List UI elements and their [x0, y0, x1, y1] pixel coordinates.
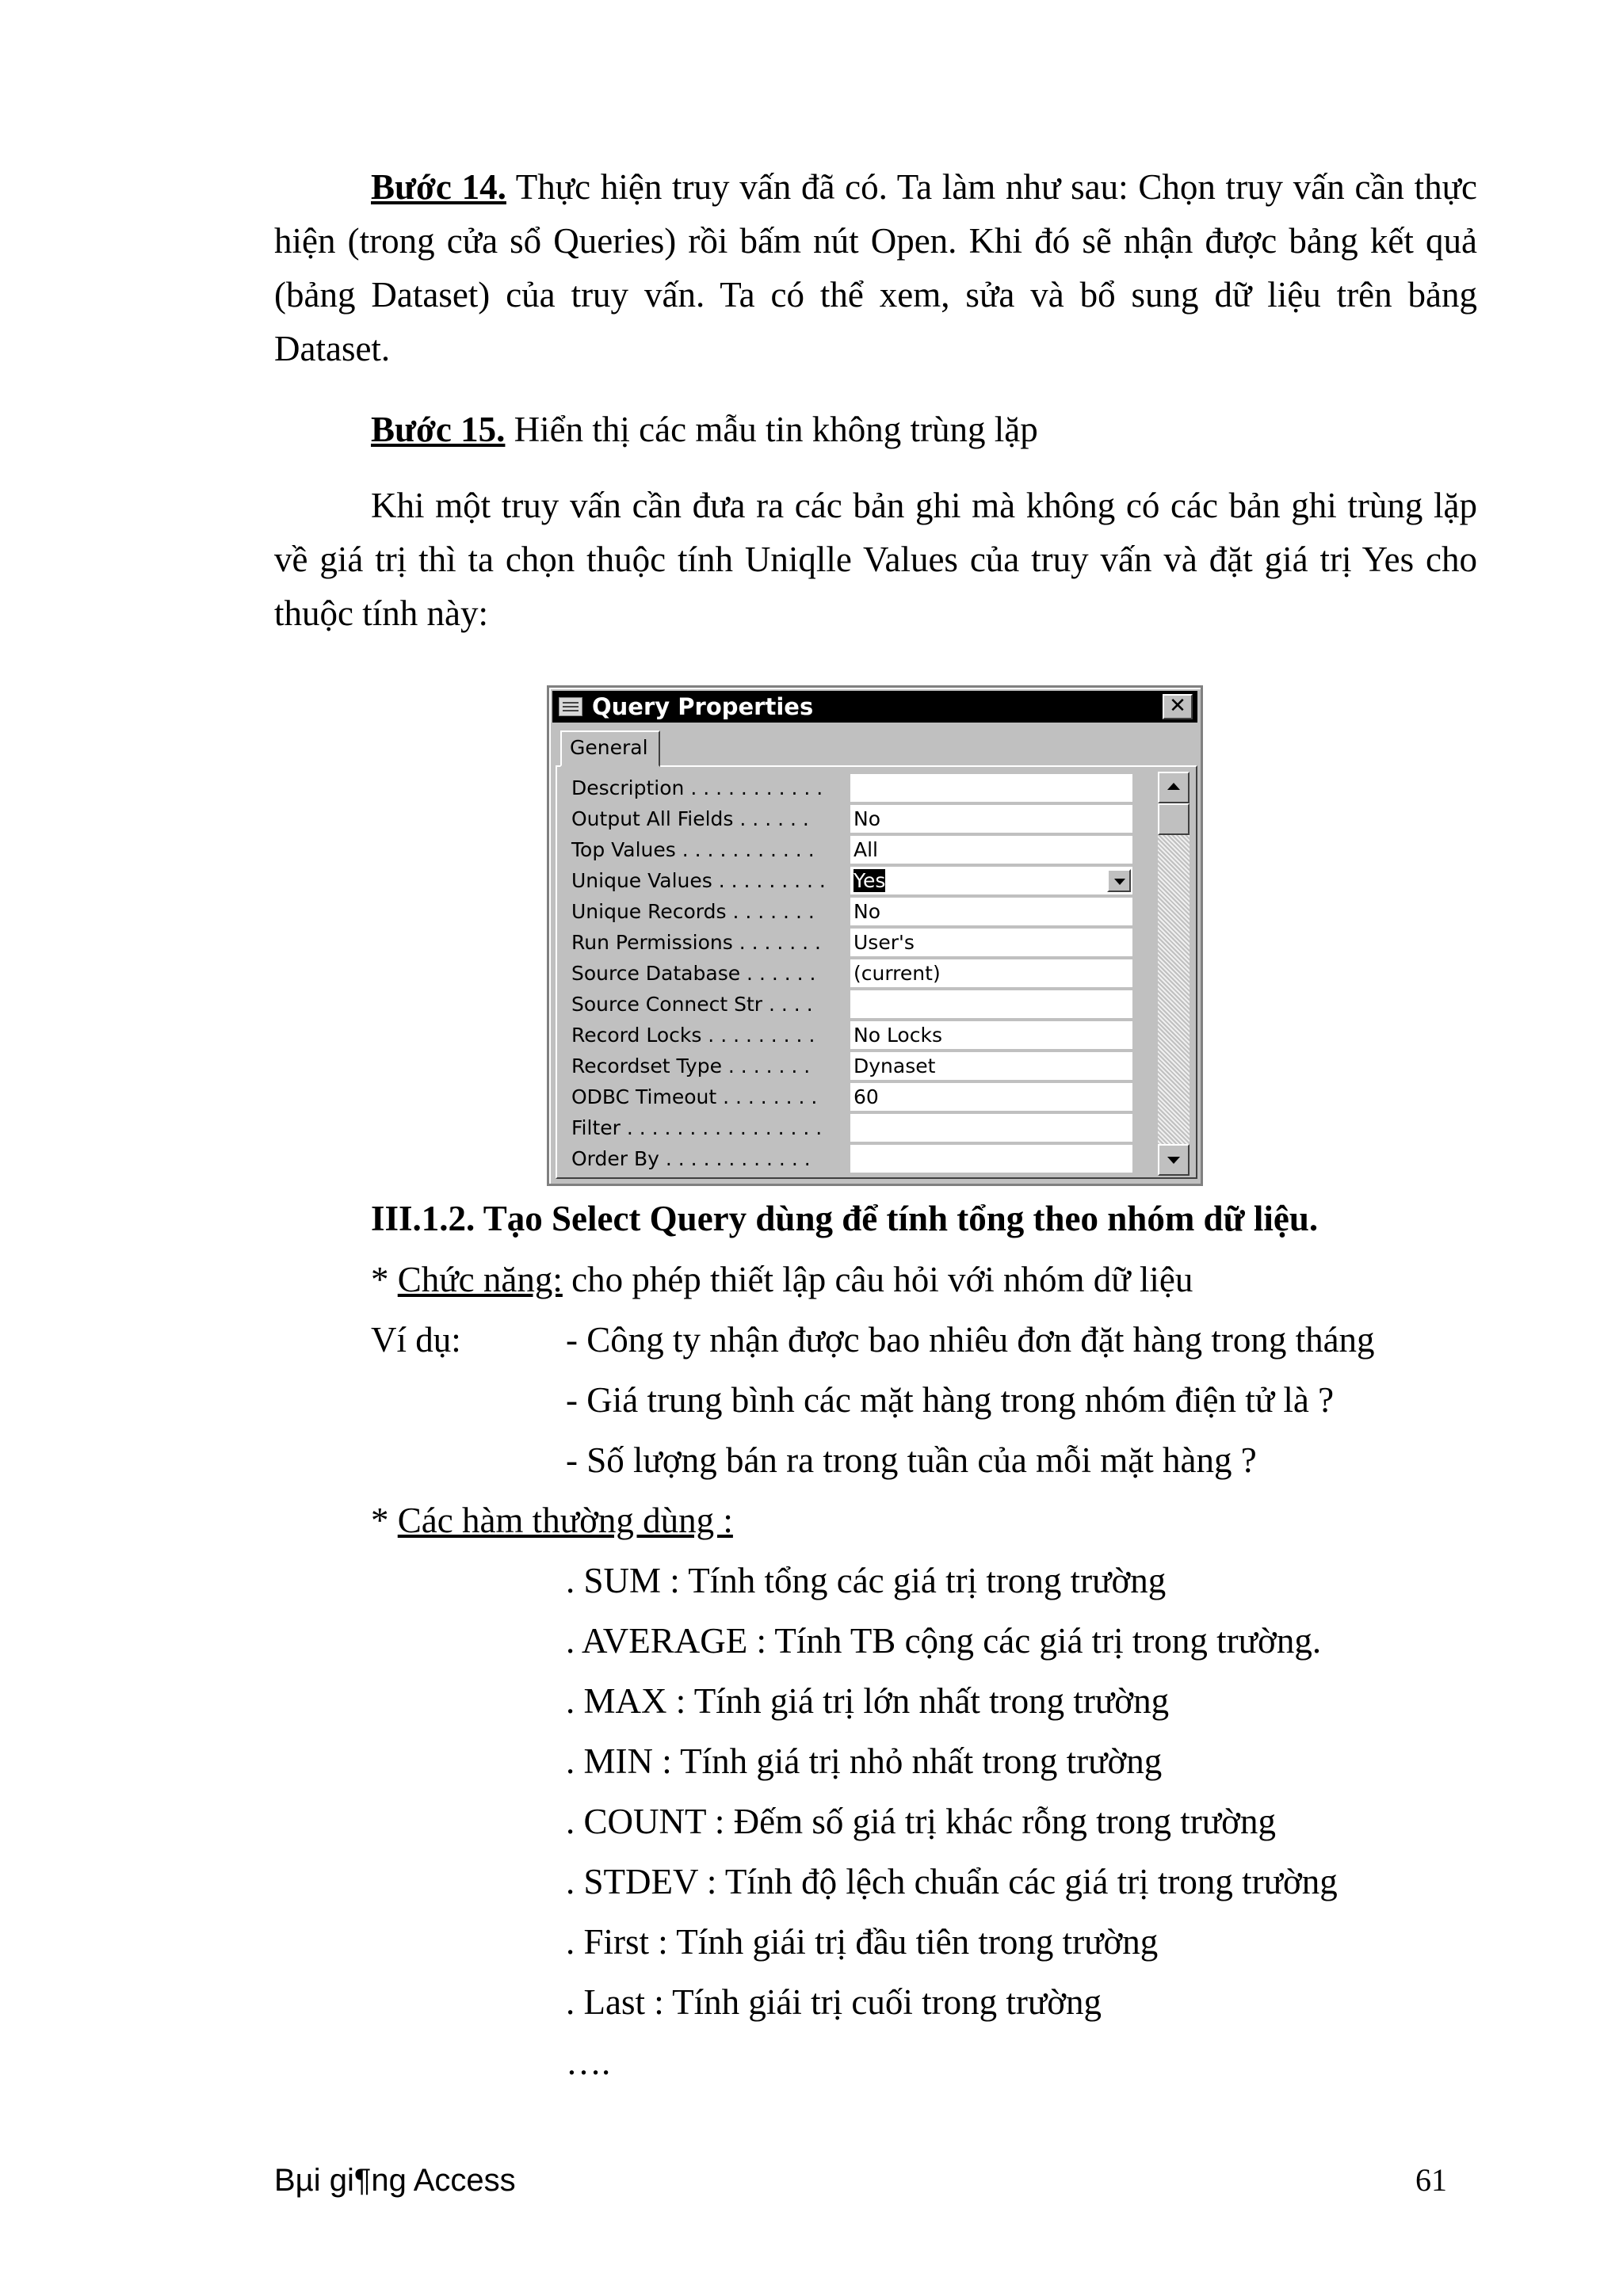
property-label: Source Database . . . . . . [571, 962, 816, 985]
step15-paragraph [274, 402, 1477, 456]
property-label: Run Permissions . . . . . . . [571, 931, 822, 954]
property-row-top-values[interactable] [565, 835, 1151, 866]
property-value-field[interactable]: Dynaset [850, 1052, 1132, 1080]
property-value-field[interactable] [850, 1145, 1132, 1173]
function-item: . First : Tính giái trị đầu tiên trong trường [566, 1922, 1159, 1962]
property-label: Recordset Type . . . . . . . [571, 1055, 811, 1077]
footer-title: Bµi gi¶ng Access [274, 2163, 516, 2198]
property-row-order-by[interactable] [565, 1144, 1151, 1175]
scroll-thumb[interactable] [1158, 803, 1190, 835]
step15-label: Bước 15. [371, 410, 506, 449]
property-row-unique-records[interactable] [565, 897, 1151, 928]
function-item: . MAX : Tính giá trị lớn nhất trong trường [566, 1681, 1170, 1721]
property-row-run-permissions[interactable] [565, 928, 1151, 959]
example-item: - Giá trung bình các mặt hàng trong nhóm điện tử là ? [566, 1380, 1335, 1420]
property-value-field[interactable]: All [850, 836, 1132, 864]
bullet: * [371, 1501, 398, 1540]
functions-label: Các hàm thường dùng : [397, 1501, 733, 1540]
function-label: Chức năng: [397, 1260, 563, 1299]
property-value-field[interactable]: User's [850, 929, 1132, 956]
property-row-source-connect-str[interactable] [565, 990, 1151, 1020]
property-row-record-locks[interactable] [565, 1020, 1151, 1051]
properties-list [565, 773, 1151, 1175]
property-label: Order By . . . . . . . . . . . . [571, 1147, 811, 1170]
intro-text: Khi một truy vấn cần đưa ra các bản ghi mà không có các bản ghi trùng lặp về giá trị thì ta chọn thuộc tính Uniqlle Values của truy vấn và đặt giá trị Yes cho thuộc tính này: [274, 486, 1477, 633]
property-value-field[interactable]: 60 [850, 1083, 1132, 1111]
function-item: . SUM : Tính tổng các giá trị trong trường [566, 1561, 1167, 1600]
property-label: Description . . . . . . . . . . . [571, 776, 823, 799]
property-label: Filter . . . . . . . . . . . . . . . . [571, 1116, 823, 1139]
property-row-filter[interactable] [565, 1113, 1151, 1144]
property-label: Unique Values . . . . . . . . . [571, 869, 826, 892]
example-label: Ví dụ: [371, 1320, 461, 1360]
example-item: - Số lượng bán ra trong tuần của mỗi mặt hàng ? [566, 1440, 1257, 1480]
property-row-output-all-fields[interactable] [565, 804, 1151, 835]
example-item: - Công ty nhận được bao nhiêu đơn đặt hàng trong tháng [566, 1320, 1375, 1360]
bullet: * [371, 1260, 398, 1299]
step14-paragraph [274, 160, 1477, 376]
dialog-title: Query Properties [592, 693, 814, 720]
unique-values-select[interactable] [850, 867, 1132, 894]
property-label: Output All Fields . . . . . . [571, 807, 809, 830]
intro-paragraph [274, 479, 1477, 640]
functions-heading-line [371, 1498, 733, 1543]
step14-label: Bước 14. [371, 167, 506, 207]
tab-general[interactable]: General [560, 730, 660, 767]
property-label: ODBC Timeout . . . . . . . . [571, 1085, 818, 1108]
scroll-up-icon[interactable] [1158, 772, 1190, 803]
property-label: Unique Records . . . . . . . [571, 900, 815, 923]
page-number: 61 [1415, 2162, 1447, 2198]
property-value-field[interactable]: (current) [850, 959, 1132, 987]
function-item: . Last : Tính giái trị cuối trong trường [566, 1982, 1102, 2022]
property-label: Record Locks . . . . . . . . . [571, 1024, 815, 1047]
properties-icon [559, 697, 582, 716]
step14-text: Thực hiện truy vấn đã có. Ta làm như sau: Chọn truy vấn cần thực hiện (trong cửa sổ Queries) rồi bấm nút Open. Khi đó sẽ nhận được bảng kết quả (bảng Dataset) của truy vấn. Ta có thể xem, sửa và bổ sung dữ liệu trên bảng Dataset. [274, 167, 1477, 368]
function-line [371, 1257, 1193, 1302]
property-row-description[interactable] [565, 773, 1151, 804]
dropdown-arrow-icon[interactable] [1107, 869, 1131, 892]
function-item: . STDEV : Tính độ lệch chuẩn các giá trị trong trường [566, 1862, 1338, 1901]
function-item: . COUNT : Đếm số giá trị khác rỗng trong trường [566, 1802, 1276, 1841]
function-item: . MIN : Tính giá trị nhỏ nhất trong trường [566, 1741, 1163, 1781]
property-value-field[interactable]: No [850, 898, 1132, 925]
ellipsis: …. [566, 2042, 611, 2082]
property-value-field[interactable]: No Locks [850, 1021, 1132, 1049]
scroll-down-icon[interactable] [1158, 1144, 1190, 1176]
vertical-scrollbar[interactable] [1158, 772, 1190, 1176]
property-value-field[interactable] [850, 774, 1132, 802]
selected-value: Yes [854, 869, 886, 892]
section-heading: III.1.2. Tạo Select Query dùng để tính tổng theo nhóm dữ liệu. [371, 1199, 1319, 1238]
property-row-recordset-type[interactable] [565, 1051, 1151, 1082]
function-item: . AVERAGE : Tính TB cộng các giá trị trong trường. [566, 1621, 1322, 1661]
query-properties-dialog [547, 685, 1203, 1186]
property-label: Source Connect Str . . . . [571, 993, 813, 1016]
property-row-unique-values[interactable] [565, 866, 1151, 897]
property-label: Top Values . . . . . . . . . . . [571, 838, 815, 861]
property-row-source-database[interactable] [565, 959, 1151, 990]
dialog-titlebar[interactable] [552, 691, 1197, 723]
property-value-field[interactable] [850, 990, 1132, 1018]
close-button[interactable]: ✕ [1163, 694, 1193, 719]
property-value-field[interactable] [850, 1114, 1132, 1142]
function-text: cho phép thiết lập câu hỏi với nhóm dữ liệu [562, 1260, 1193, 1299]
property-value-field[interactable]: No [850, 805, 1132, 833]
step15-text: Hiển thị các mẫu tin không trùng lặp [505, 410, 1038, 449]
property-row-odbc-timeout[interactable] [565, 1082, 1151, 1113]
